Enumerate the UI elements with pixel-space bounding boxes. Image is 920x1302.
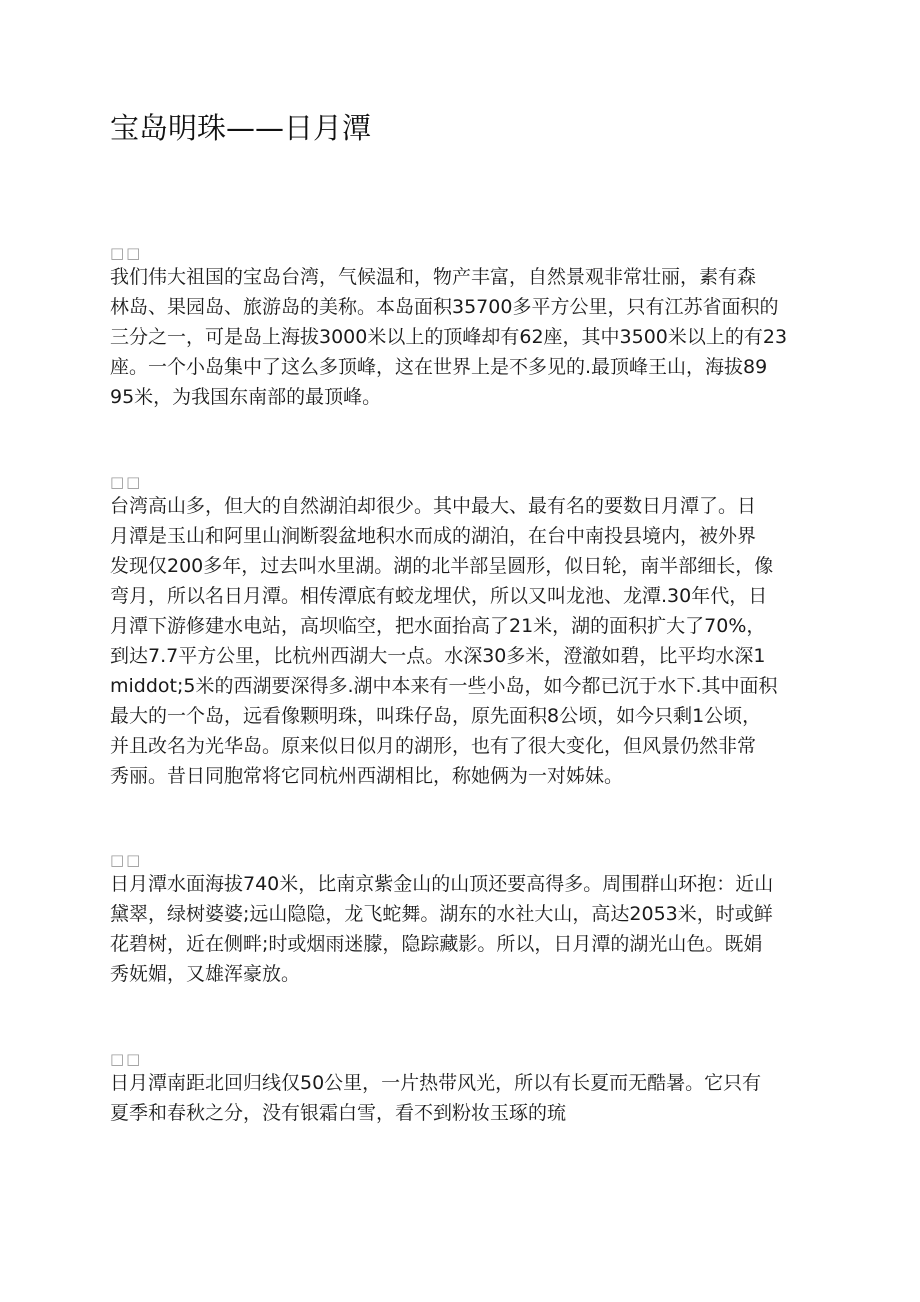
section-1 [110,244,810,412]
paragraph-line: 月潭是玉山和阿里山涧断裂盆地积水而成的湖泊，在台中南投县境内，被外界 [110,525,757,547]
paragraph-line: 95米，为我国东南部的最顶峰。 [110,386,382,408]
paragraph-line: 林岛、果园岛、旅游岛的美称。本岛面积35700多平方公里，只有江苏省面积的 [110,296,779,318]
section-marker: □□ [110,851,143,869]
section-3 [110,851,810,989]
section-paragraph [110,491,810,791]
paragraph-line: 秀妩媚，又雄浑豪放。 [110,963,301,985]
paragraph-line: middot;5米的西湖要深得多.湖中本来有一些小岛，如今都已沉于水下.其中面积 [110,675,778,697]
paragraph-line: 弯月，所以名日月潭。相传潭底有蛟龙埋伏，所以又叫龙池、龙潭.30年代，日 [110,585,768,607]
paragraph-line: 秀丽。昔日同胞常将它同杭州西湖相比，称她俩为一对姊妹。 [110,765,624,787]
paragraph-line: 发现仅200多年，过去叫水里湖。湖的北半部呈圆形，似日轮，南半部细长，像 [110,555,774,577]
section-marker: □□ [110,244,143,262]
page-title: 宝岛明珠——日月潭 [110,111,372,145]
paragraph-line: 座。一个小岛集中了这么多顶峰，这在世界上是不多见的.最顶峰王山，海拔89 [110,356,768,378]
paragraph-line: 黛翠，绿树婆婆;远山隐隐，龙飞蛇舞。湖东的水社大山，高达2053米，时或鲜 [110,903,773,925]
paragraph-line: 最大的一个岛，远看像颗明珠，叫珠仔岛，原先面积8公顷，如今只剩1公顷， [110,705,762,727]
paragraph-line: 日月潭南距北回归线仅50公里，一片热带风光，所以有长夏而无酷暑。它只有 [110,1072,762,1094]
paragraph-line: 台湾高山多，但大的自然湖泊却很少。其中最大、最有名的要数日月潭了。日 [110,495,757,517]
section-marker: □□ [110,473,143,491]
paragraph-line: 花碧树，近在侧畔;时或烟雨迷朦，隐踪藏影。所以，日月潭的湖光山色。既娟 [110,933,763,955]
paragraph-line: 月潭下游修建水电站，高坝临空，把水面抬高了21米，湖的面积扩大了70%， [110,615,766,637]
paragraph-line: 到达7.7平方公里，比杭州西湖大一点。水深30多米，澄澈如碧，比平均水深1 [110,645,766,667]
section-paragraph [110,869,810,989]
section-marker: □□ [110,1050,143,1068]
paragraph-line: 日月潭水面海拔740米，比南京紫金山的山顶还要高得多。周围群山环抱：近山 [110,873,774,895]
paragraph-line: 并且改名为光华岛。原来似日似月的湖形，也有了很大变化，但风景仍然非常 [110,735,757,757]
section-paragraph [110,1068,810,1128]
section-4 [110,1050,810,1128]
paragraph-line: 三分之一，可是岛上海拔3000米以上的顶峰却有62座，其中3500米以上的有23 [110,326,788,348]
section-paragraph [110,262,810,412]
paragraph-line: 夏季和春秋之分，没有银霜白雪，看不到粉妆玉琢的琉 [110,1102,567,1124]
section-2 [110,473,810,791]
paragraph-line: 我们伟大祖国的宝岛台湾，气候温和，物产丰富，自然景观非常壮丽，素有森 [110,266,757,288]
